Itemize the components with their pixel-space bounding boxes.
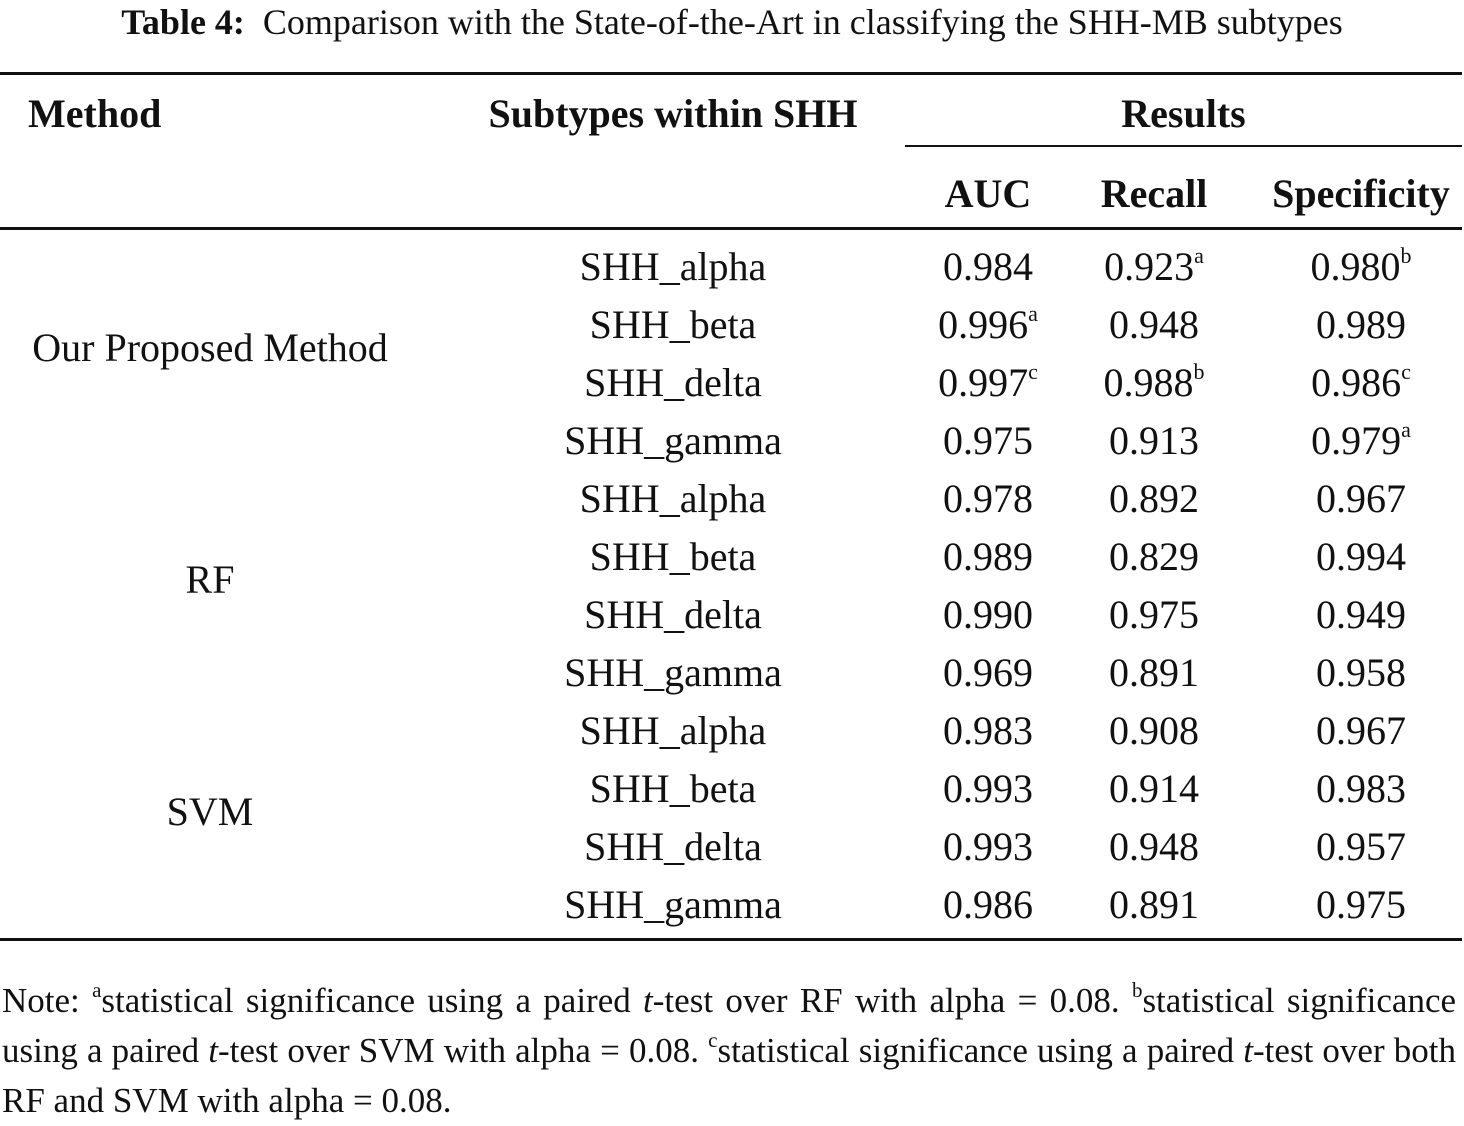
- auc-cell-value: 0.990: [943, 592, 1033, 637]
- auc-cell: [920, 586, 1056, 644]
- subtype-cell: [468, 702, 878, 760]
- method-label: Our Proposed Method: [32, 325, 388, 370]
- subtype-cell: [468, 818, 878, 876]
- results-rule: [905, 145, 1462, 147]
- note-text: statistical significance using a paired: [717, 1031, 1244, 1070]
- auc-cell-value: 0.997: [938, 360, 1029, 405]
- header-results: Results: [1121, 91, 1246, 136]
- recall-cell: [1080, 586, 1228, 644]
- auc-cell: [920, 702, 1056, 760]
- specificity-cell-value: 0.975: [1316, 882, 1406, 927]
- specificity-cell: [1258, 702, 1464, 760]
- significance-mark: c: [1401, 359, 1411, 384]
- auc-cell-value: 0.969: [943, 650, 1033, 695]
- recall-cell: [1080, 760, 1228, 818]
- auc-cell-value: 0.978: [943, 476, 1033, 521]
- note-mark-b: b: [1131, 978, 1143, 1002]
- subtype-cell: [468, 760, 878, 818]
- table-row: [0, 876, 1462, 934]
- recall-cell-value: 0.948: [1109, 302, 1199, 347]
- bottom-rule: [0, 938, 1462, 941]
- auc-cell: [920, 818, 1056, 876]
- specificity-cell: [1258, 470, 1464, 528]
- table-row: [0, 702, 1462, 760]
- auc-cell-value: 0.993: [943, 766, 1033, 811]
- specificity-cell: [1258, 528, 1464, 586]
- recall-cell: [1080, 876, 1228, 934]
- table-row: [0, 412, 1462, 470]
- subtype-cell-value: SHH_alpha: [579, 476, 767, 521]
- header-auc: AUC: [944, 171, 1032, 216]
- recall-cell-value: 0.988: [1103, 360, 1194, 405]
- recall-cell-value: 0.829: [1109, 534, 1199, 579]
- specificity-cell: [1258, 586, 1464, 644]
- specificity-cell-value: 0.967: [1316, 708, 1406, 753]
- note-text: -test over both RF and SVM with alpha = 0.08.: [2, 1031, 1456, 1120]
- note-text: -test over RF with alpha = 0.08.: [652, 981, 1132, 1020]
- caption-label: Table 4:: [121, 2, 245, 42]
- specificity-cell-value: 0.957: [1316, 824, 1406, 869]
- specificity-cell: [1258, 296, 1464, 354]
- table-caption: [0, 0, 1464, 44]
- specificity-cell-value: 0.983: [1316, 766, 1406, 811]
- subtype-cell-value: SHH_alpha: [579, 244, 767, 289]
- subtype-cell-value: SHH_gamma: [564, 418, 782, 463]
- note-prefix: Note:: [2, 981, 93, 1020]
- subtype-cell-value: SHH_beta: [589, 766, 757, 811]
- specificity-cell-value: 0.980: [1310, 244, 1401, 289]
- subtype-cell: [468, 876, 878, 934]
- subtype-cell-value: SHH_delta: [584, 824, 762, 869]
- recall-cell-value: 0.923: [1104, 244, 1195, 289]
- specificity-cell-value: 0.986: [1311, 360, 1402, 405]
- note-text: -test over SVM with alpha = 0.08.: [218, 1031, 709, 1070]
- auc-cell: [920, 876, 1056, 934]
- significance-mark: a: [1401, 417, 1411, 442]
- subtype-cell: [468, 412, 878, 470]
- specificity-cell-value: 0.967: [1316, 476, 1406, 521]
- subtype-cell: [468, 238, 878, 296]
- subtype-cell: [468, 296, 878, 354]
- auc-cell: [920, 644, 1056, 702]
- specificity-cell: [1258, 238, 1464, 296]
- recall-cell-value: 0.913: [1109, 418, 1199, 463]
- header-specificity: Specificity: [1272, 171, 1450, 216]
- auc-cell-value: 0.993: [943, 824, 1033, 869]
- specificity-cell: [1258, 412, 1464, 470]
- header-recall: Recall: [1100, 171, 1208, 216]
- specificity-cell: [1258, 354, 1464, 412]
- auc-cell: [920, 470, 1056, 528]
- recall-cell: [1080, 528, 1228, 586]
- auc-cell: [920, 238, 1056, 296]
- recall-cell-value: 0.892: [1109, 476, 1199, 521]
- subtype-cell-value: SHH_beta: [589, 534, 757, 579]
- recall-cell: [1080, 238, 1228, 296]
- recall-cell: [1080, 702, 1228, 760]
- auc-cell-value: 0.986: [943, 882, 1033, 927]
- subtype-cell: [468, 586, 878, 644]
- recall-cell-value: 0.908: [1109, 708, 1199, 753]
- specificity-cell: [1258, 876, 1464, 934]
- significance-mark: a: [1194, 243, 1204, 268]
- note-text: statistical significance using a paired: [101, 981, 644, 1020]
- note-t: t: [643, 981, 653, 1020]
- specificity-cell-value: 0.979: [1311, 418, 1402, 463]
- specificity-cell-value: 0.994: [1316, 534, 1406, 579]
- subtype-cell: [468, 354, 878, 412]
- subtype-cell-value: SHH_alpha: [579, 708, 767, 753]
- note-t: t: [208, 1031, 219, 1070]
- significance-mark: b: [1400, 243, 1412, 268]
- specificity-cell: [1258, 644, 1464, 702]
- header-method: Method: [28, 91, 162, 136]
- recall-cell: [1080, 644, 1228, 702]
- significance-mark: c: [1028, 359, 1038, 384]
- auc-cell: [920, 296, 1056, 354]
- subtype-cell: [468, 470, 878, 528]
- recall-cell: [1080, 818, 1228, 876]
- auc-cell: [920, 528, 1056, 586]
- note-mark-c: c: [708, 1028, 718, 1052]
- recall-cell-value: 0.914: [1109, 766, 1199, 811]
- top-rule: [0, 72, 1462, 75]
- note-t: t: [1243, 1031, 1254, 1070]
- table-row: [0, 470, 1462, 528]
- method-label: SVM: [166, 789, 254, 834]
- specificity-cell-value: 0.949: [1316, 592, 1406, 637]
- note-mark-a: a: [92, 978, 102, 1002]
- recall-cell-value: 0.891: [1109, 882, 1199, 927]
- specificity-cell-value: 0.989: [1316, 302, 1406, 347]
- table-row: [0, 238, 1462, 296]
- table-note: [2, 976, 1456, 1126]
- auc-cell-value: 0.996: [938, 302, 1029, 347]
- recall-cell: [1080, 470, 1228, 528]
- caption-text: Comparison with the State-of-the-Art in classifying the SHH-MB subtypes: [262, 2, 1343, 42]
- header-rule: [0, 227, 1462, 230]
- auc-cell-value: 0.984: [943, 244, 1033, 289]
- specificity-cell: [1258, 760, 1464, 818]
- specificity-cell-value: 0.958: [1316, 650, 1406, 695]
- note-text: statistical significance using a paired: [2, 981, 1457, 1070]
- auc-cell: [920, 412, 1056, 470]
- auc-cell: [920, 760, 1056, 818]
- subtype-cell-value: SHH_delta: [584, 360, 762, 405]
- method-label: RF: [185, 557, 235, 602]
- table-row: [0, 644, 1462, 702]
- subtype-cell-value: SHH_beta: [589, 302, 757, 347]
- specificity-cell: [1258, 818, 1464, 876]
- subtype-cell-value: SHH_gamma: [564, 882, 782, 927]
- auc-cell: [920, 354, 1056, 412]
- recall-cell-value: 0.948: [1109, 824, 1199, 869]
- subtype-cell-value: SHH_gamma: [564, 650, 782, 695]
- auc-cell-value: 0.983: [943, 708, 1033, 753]
- auc-cell-value: 0.989: [943, 534, 1033, 579]
- subtype-cell-value: SHH_delta: [584, 592, 762, 637]
- recall-cell: [1080, 296, 1228, 354]
- significance-mark: b: [1193, 359, 1205, 384]
- recall-cell-value: 0.975: [1109, 592, 1199, 637]
- significance-mark: a: [1028, 301, 1038, 326]
- recall-cell: [1080, 354, 1228, 412]
- recall-cell: [1080, 412, 1228, 470]
- subtype-cell: [468, 528, 878, 586]
- subtype-cell: [468, 644, 878, 702]
- auc-cell-value: 0.975: [943, 418, 1033, 463]
- header-subtypes: Subtypes within SHH: [488, 91, 858, 136]
- recall-cell-value: 0.891: [1109, 650, 1199, 695]
